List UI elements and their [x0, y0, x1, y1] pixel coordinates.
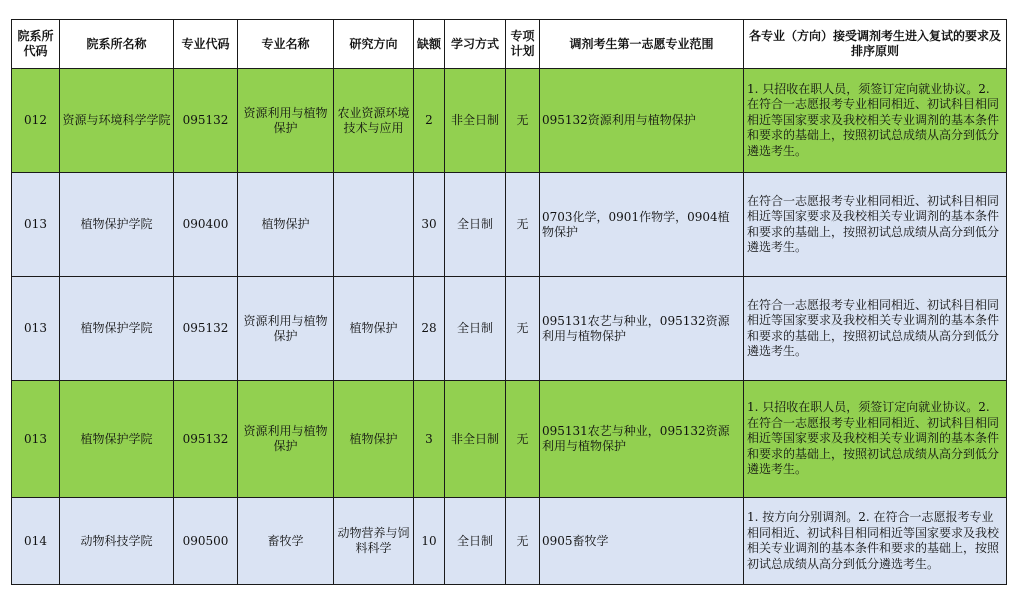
header-major-name: 专业名称: [238, 20, 334, 69]
requirements: 1. 只招收在职人员，须签订定向就业协议。2. 在符合一志愿报考专业相同相近、初试科目相同相近等国家要求及我校相关专业调剂的基本条件和要求的基础上，按照初试总成绩从高分到低分遴选考生。: [744, 381, 1007, 498]
dept-name: 植物保护学院: [60, 173, 174, 277]
header-major-code: 专业代码: [174, 20, 238, 69]
dept-code: 013: [12, 173, 60, 277]
dept-code: 013: [12, 277, 60, 381]
direction: 农业资源环境技术与应用: [334, 69, 414, 173]
table-row: [12, 498, 1007, 585]
dept-code: 012: [12, 69, 60, 173]
header-dept-code: 院系所代码: [12, 20, 60, 69]
header-dept-name: 院系所名称: [60, 20, 174, 69]
table-row: [12, 277, 1007, 381]
major-name: 畜牧学: [238, 498, 334, 585]
major-code: 095132: [174, 69, 238, 173]
adjustment-table: [11, 19, 1007, 585]
major-code: 095132: [174, 277, 238, 381]
major-code: 090500: [174, 498, 238, 585]
major-name: 资源利用与植物保护: [238, 69, 334, 173]
header-study-mode: 学习方式: [445, 20, 506, 69]
direction: [334, 173, 414, 277]
table-row: [12, 69, 1007, 173]
header-direction: 研究方向: [334, 20, 414, 69]
first-choice-range: 095131农艺与种业，095132资源利用与植物保护: [540, 381, 744, 498]
header-special-plan: 专项计划: [506, 20, 540, 69]
first-choice-range: 095132资源利用与植物保护: [540, 69, 744, 173]
header-row: [12, 20, 1007, 69]
vacancy: 10: [414, 498, 445, 585]
dept-name: 植物保护学院: [60, 277, 174, 381]
first-choice-range: 095131农艺与种业，095132资源利用与植物保护: [540, 277, 744, 381]
dept-name: 资源与环境科学学院: [60, 69, 174, 173]
major-code: 090400: [174, 173, 238, 277]
vacancy: 2: [414, 69, 445, 173]
study-mode: 全日制: [445, 173, 506, 277]
requirements: 在符合一志愿报考专业相同相近、初试科目相同相近等国家要求及我校相关专业调剂的基本条件和要求的基础上，按照初试总成绩从高分到低分遴选考生。: [744, 277, 1007, 381]
major-name: 资源利用与植物保护: [238, 381, 334, 498]
first-choice-range: 0905畜牧学: [540, 498, 744, 585]
special-plan: 无: [506, 498, 540, 585]
study-mode: 非全日制: [445, 381, 506, 498]
study-mode: 全日制: [445, 277, 506, 381]
vacancy: 3: [414, 381, 445, 498]
table-row: [12, 381, 1007, 498]
requirements: 1. 按方向分别调剂。2. 在符合一志愿报考专业相同相近、初试科目相同相近等国家要求及我校相关专业调剂的基本条件和要求的基础上，按照初试总成绩从高分到低分遴选考生。: [744, 498, 1007, 585]
direction: 动物营养与饲料科学: [334, 498, 414, 585]
direction: 植物保护: [334, 381, 414, 498]
dept-code: 014: [12, 498, 60, 585]
dept-code: 013: [12, 381, 60, 498]
requirements: 在符合一志愿报考专业相同相近、初试科目相同相近等国家要求及我校相关专业调剂的基本条件和要求的基础上，按照初试总成绩从高分到低分遴选考生。: [744, 173, 1007, 277]
dept-name: 植物保护学院: [60, 381, 174, 498]
major-name: 资源利用与植物保护: [238, 277, 334, 381]
header-vacancy: 缺额: [414, 20, 445, 69]
special-plan: 无: [506, 69, 540, 173]
header-first-choice-range: 调剂考生第一志愿专业范围: [540, 20, 744, 69]
direction: 植物保护: [334, 277, 414, 381]
study-mode: 非全日制: [445, 69, 506, 173]
header-requirements: 各专业（方向）接受调剂考生进入复试的要求及排序原则: [744, 20, 1007, 69]
study-mode: 全日制: [445, 498, 506, 585]
special-plan: 无: [506, 381, 540, 498]
special-plan: 无: [506, 173, 540, 277]
table-row: [12, 173, 1007, 277]
vacancy: 28: [414, 277, 445, 381]
requirements: 1. 只招收在职人员，须签订定向就业协议。2. 在符合一志愿报考专业相同相近、初试科目相同相近等国家要求及我校相关专业调剂的基本条件和要求的基础上，按照初试总成绩从高分到低分遴选考生。: [744, 69, 1007, 173]
special-plan: 无: [506, 277, 540, 381]
vacancy: 30: [414, 173, 445, 277]
first-choice-range: 0703化学，0901作物学，0904植物保护: [540, 173, 744, 277]
dept-name: 动物科技学院: [60, 498, 174, 585]
major-code: 095132: [174, 381, 238, 498]
major-name: 植物保护: [238, 173, 334, 277]
